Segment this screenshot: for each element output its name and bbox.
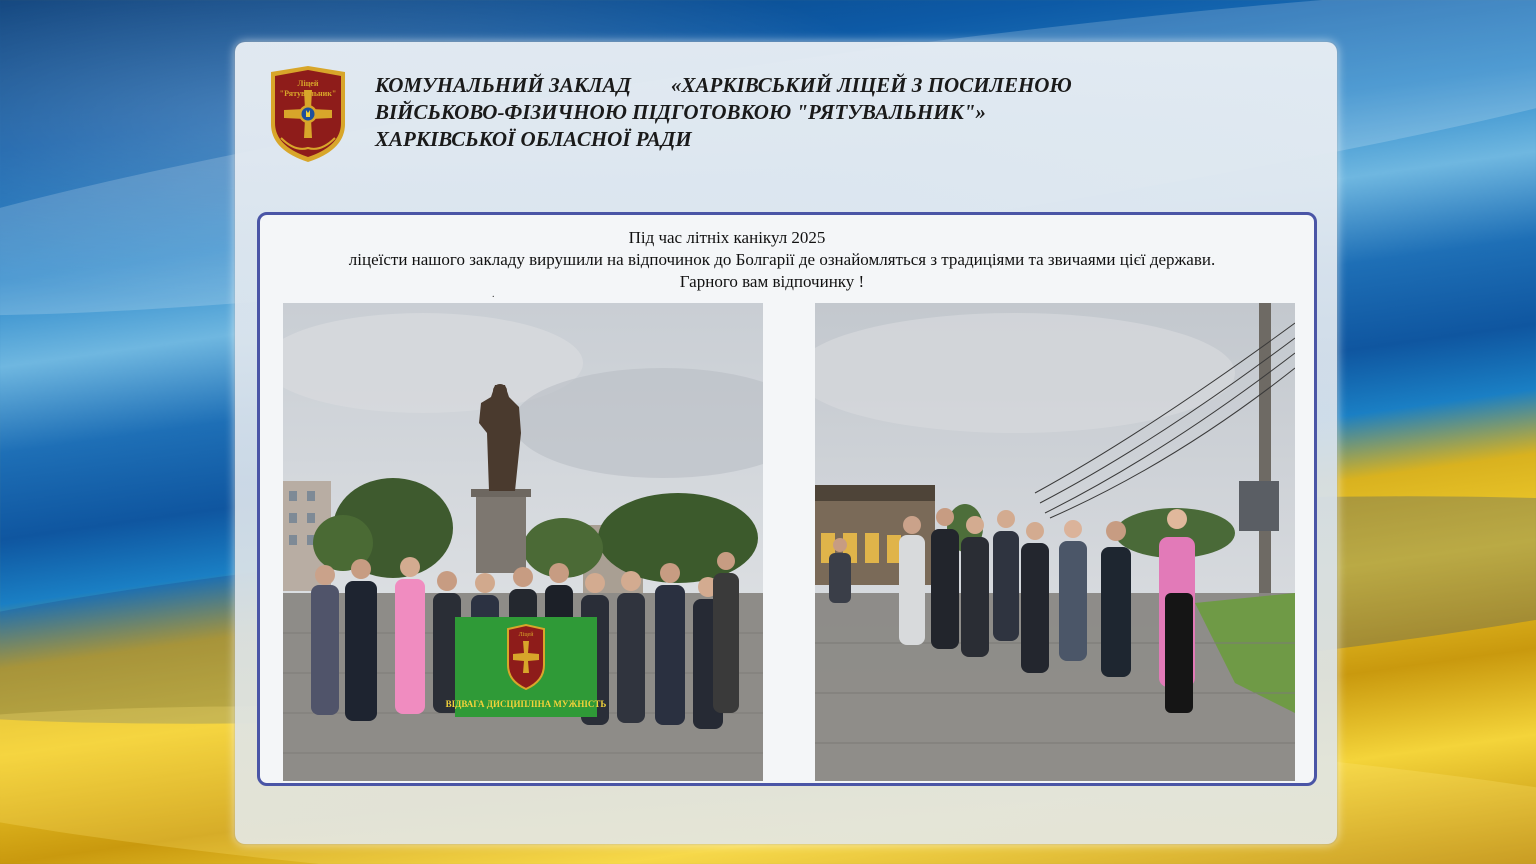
photo-group-on-street[interactable] [815, 303, 1295, 781]
article-caption-line-3: Гарного вам відпочинку ! [679, 272, 865, 291]
article-caption-line-2: ліцеїсти нашого закладу вирушили на відпочинок до Болгарії де ознайомляться з традиціями та звичаями цієї держави. [348, 250, 1216, 269]
title-line-1 [375, 72, 1275, 99]
stray-dot: . [492, 289, 495, 300]
emblem-top-text: Ліцей [297, 79, 319, 88]
title-line-3: ХАРКІВСЬКОЇ ОБЛАСНОЇ РАДИ [375, 127, 692, 151]
flag-motto-text: ВІДВАГА ДИСЦИПЛІНА МУЖНІСТЬ [445, 699, 607, 709]
school-title [375, 72, 1275, 153]
emblem-name-text: "Рятувальник" [279, 89, 337, 98]
title-line-1a: КОМУНАЛЬНИЙ ЗАКЛАД [375, 73, 632, 97]
title-line-1b: «ХАРКІВСЬКИЙ ЛІЦЕЙ З ПОСИЛЕНОЮ [671, 73, 1072, 97]
main-panel [235, 42, 1337, 844]
news-content-frame [257, 212, 1317, 786]
flag-top-text: Ліцей [518, 632, 534, 638]
photo-group-at-monument[interactable] [283, 303, 763, 781]
article-caption-line-1: Під час літніх канікул 2025 [628, 228, 826, 247]
title-line-2: ВІЙСЬКОВО-ФІЗИЧНОЮ ПІДГОТОВКОЮ "РЯТУВАЛЬНИК"» [375, 100, 986, 124]
school-emblem-logo [265, 64, 351, 166]
